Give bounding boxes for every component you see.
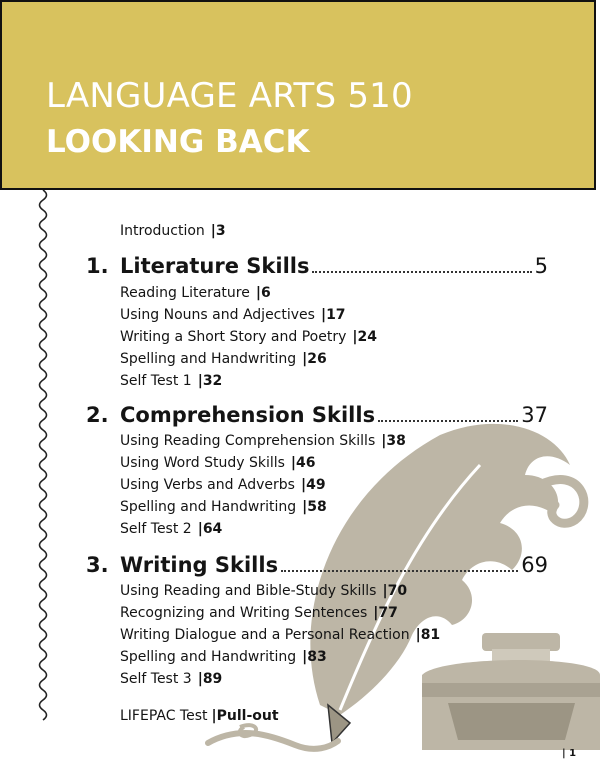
toc-label: Using Reading and Bible-Study Skills: [120, 583, 377, 599]
toc-item[interactable]: [120, 671, 222, 687]
toc-item[interactable]: [120, 307, 346, 323]
toc-page: |Pull-out: [211, 708, 279, 724]
wavy-divider-line: [32, 190, 54, 722]
toc-label: Spelling and Handwriting: [120, 649, 297, 665]
page-number: | 1: [562, 748, 577, 759]
toc-item[interactable]: [120, 373, 222, 389]
toc-page: |81: [415, 627, 441, 643]
section-title: Writing Skills: [120, 553, 279, 577]
toc-item[interactable]: [120, 649, 327, 665]
toc-item[interactable]: [120, 285, 271, 301]
toc-page: |70: [382, 583, 408, 599]
dot-leader: [281, 569, 518, 572]
toc-label: Self Test 2: [120, 521, 192, 537]
toc-page: |32: [197, 373, 223, 389]
toc-item[interactable]: [120, 627, 440, 643]
unit-title: LOOKING BACK: [46, 124, 310, 160]
toc-page: |83: [302, 649, 327, 665]
toc-label: Using Word Study Skills: [120, 455, 285, 471]
toc-label: Using Reading Comprehension Skills: [120, 433, 376, 449]
title-banner: [0, 0, 596, 190]
toc-label: Using Nouns and Adjectives: [120, 307, 315, 323]
course-title: LANGUAGE ARTS 510: [46, 76, 413, 116]
dot-leader: [378, 419, 518, 422]
toc-lifepac-test[interactable]: [120, 708, 279, 724]
toc-item[interactable]: [120, 521, 222, 537]
toc-item[interactable]: [120, 351, 327, 367]
toc-page: |77: [373, 605, 398, 621]
toc-item[interactable]: [120, 499, 327, 515]
section-page: 37: [521, 403, 548, 427]
toc-page: |3: [210, 223, 226, 239]
toc-page: |17: [320, 307, 346, 323]
toc-label: Self Test 1: [120, 373, 192, 389]
toc-item[interactable]: [120, 605, 398, 621]
toc-item[interactable]: [120, 329, 377, 345]
section-heading-1[interactable]: [86, 254, 548, 282]
toc-label: Spelling and Handwriting: [120, 499, 297, 515]
section-number: 2.: [86, 403, 109, 427]
section-title: Comprehension Skills: [120, 403, 376, 427]
section-number: 1.: [86, 254, 109, 278]
toc-label: Using Verbs and Adverbs: [120, 477, 295, 493]
toc-label: Spelling and Handwriting: [120, 351, 297, 367]
toc-page: |58: [302, 499, 327, 515]
toc-item[interactable]: [120, 455, 316, 471]
toc-introduction[interactable]: [120, 223, 226, 239]
toc-item[interactable]: [120, 477, 326, 493]
toc-page: |46: [290, 455, 316, 471]
section-heading-2[interactable]: [86, 403, 548, 431]
toc-page: |64: [197, 521, 223, 537]
toc-page: |6: [255, 285, 271, 301]
section-number: 3.: [86, 553, 109, 577]
toc-item[interactable]: [120, 583, 407, 599]
section-heading-3[interactable]: [86, 553, 548, 581]
section-page: 69: [521, 553, 548, 577]
section-title: Literature Skills: [120, 254, 310, 278]
toc-label: Recognizing and Writing Sentences: [120, 605, 368, 621]
toc-label: Writing a Short Story and Poetry: [120, 329, 347, 345]
toc-label: Introduction: [120, 223, 205, 239]
toc-page: |38: [381, 433, 406, 449]
toc-label: Reading Literature: [120, 285, 250, 301]
toc-item[interactable]: [120, 433, 406, 449]
toc-label: Self Test 3: [120, 671, 192, 687]
toc-page: |24: [352, 329, 377, 345]
toc-page: |49: [300, 477, 326, 493]
section-page: 5: [534, 254, 548, 278]
dot-leader: [312, 270, 531, 273]
toc-label: LIFEPAC Test: [120, 708, 208, 724]
toc-page: |89: [197, 671, 223, 687]
toc-page: |26: [302, 351, 327, 367]
toc-label: Writing Dialogue and a Personal Reaction: [120, 627, 410, 643]
